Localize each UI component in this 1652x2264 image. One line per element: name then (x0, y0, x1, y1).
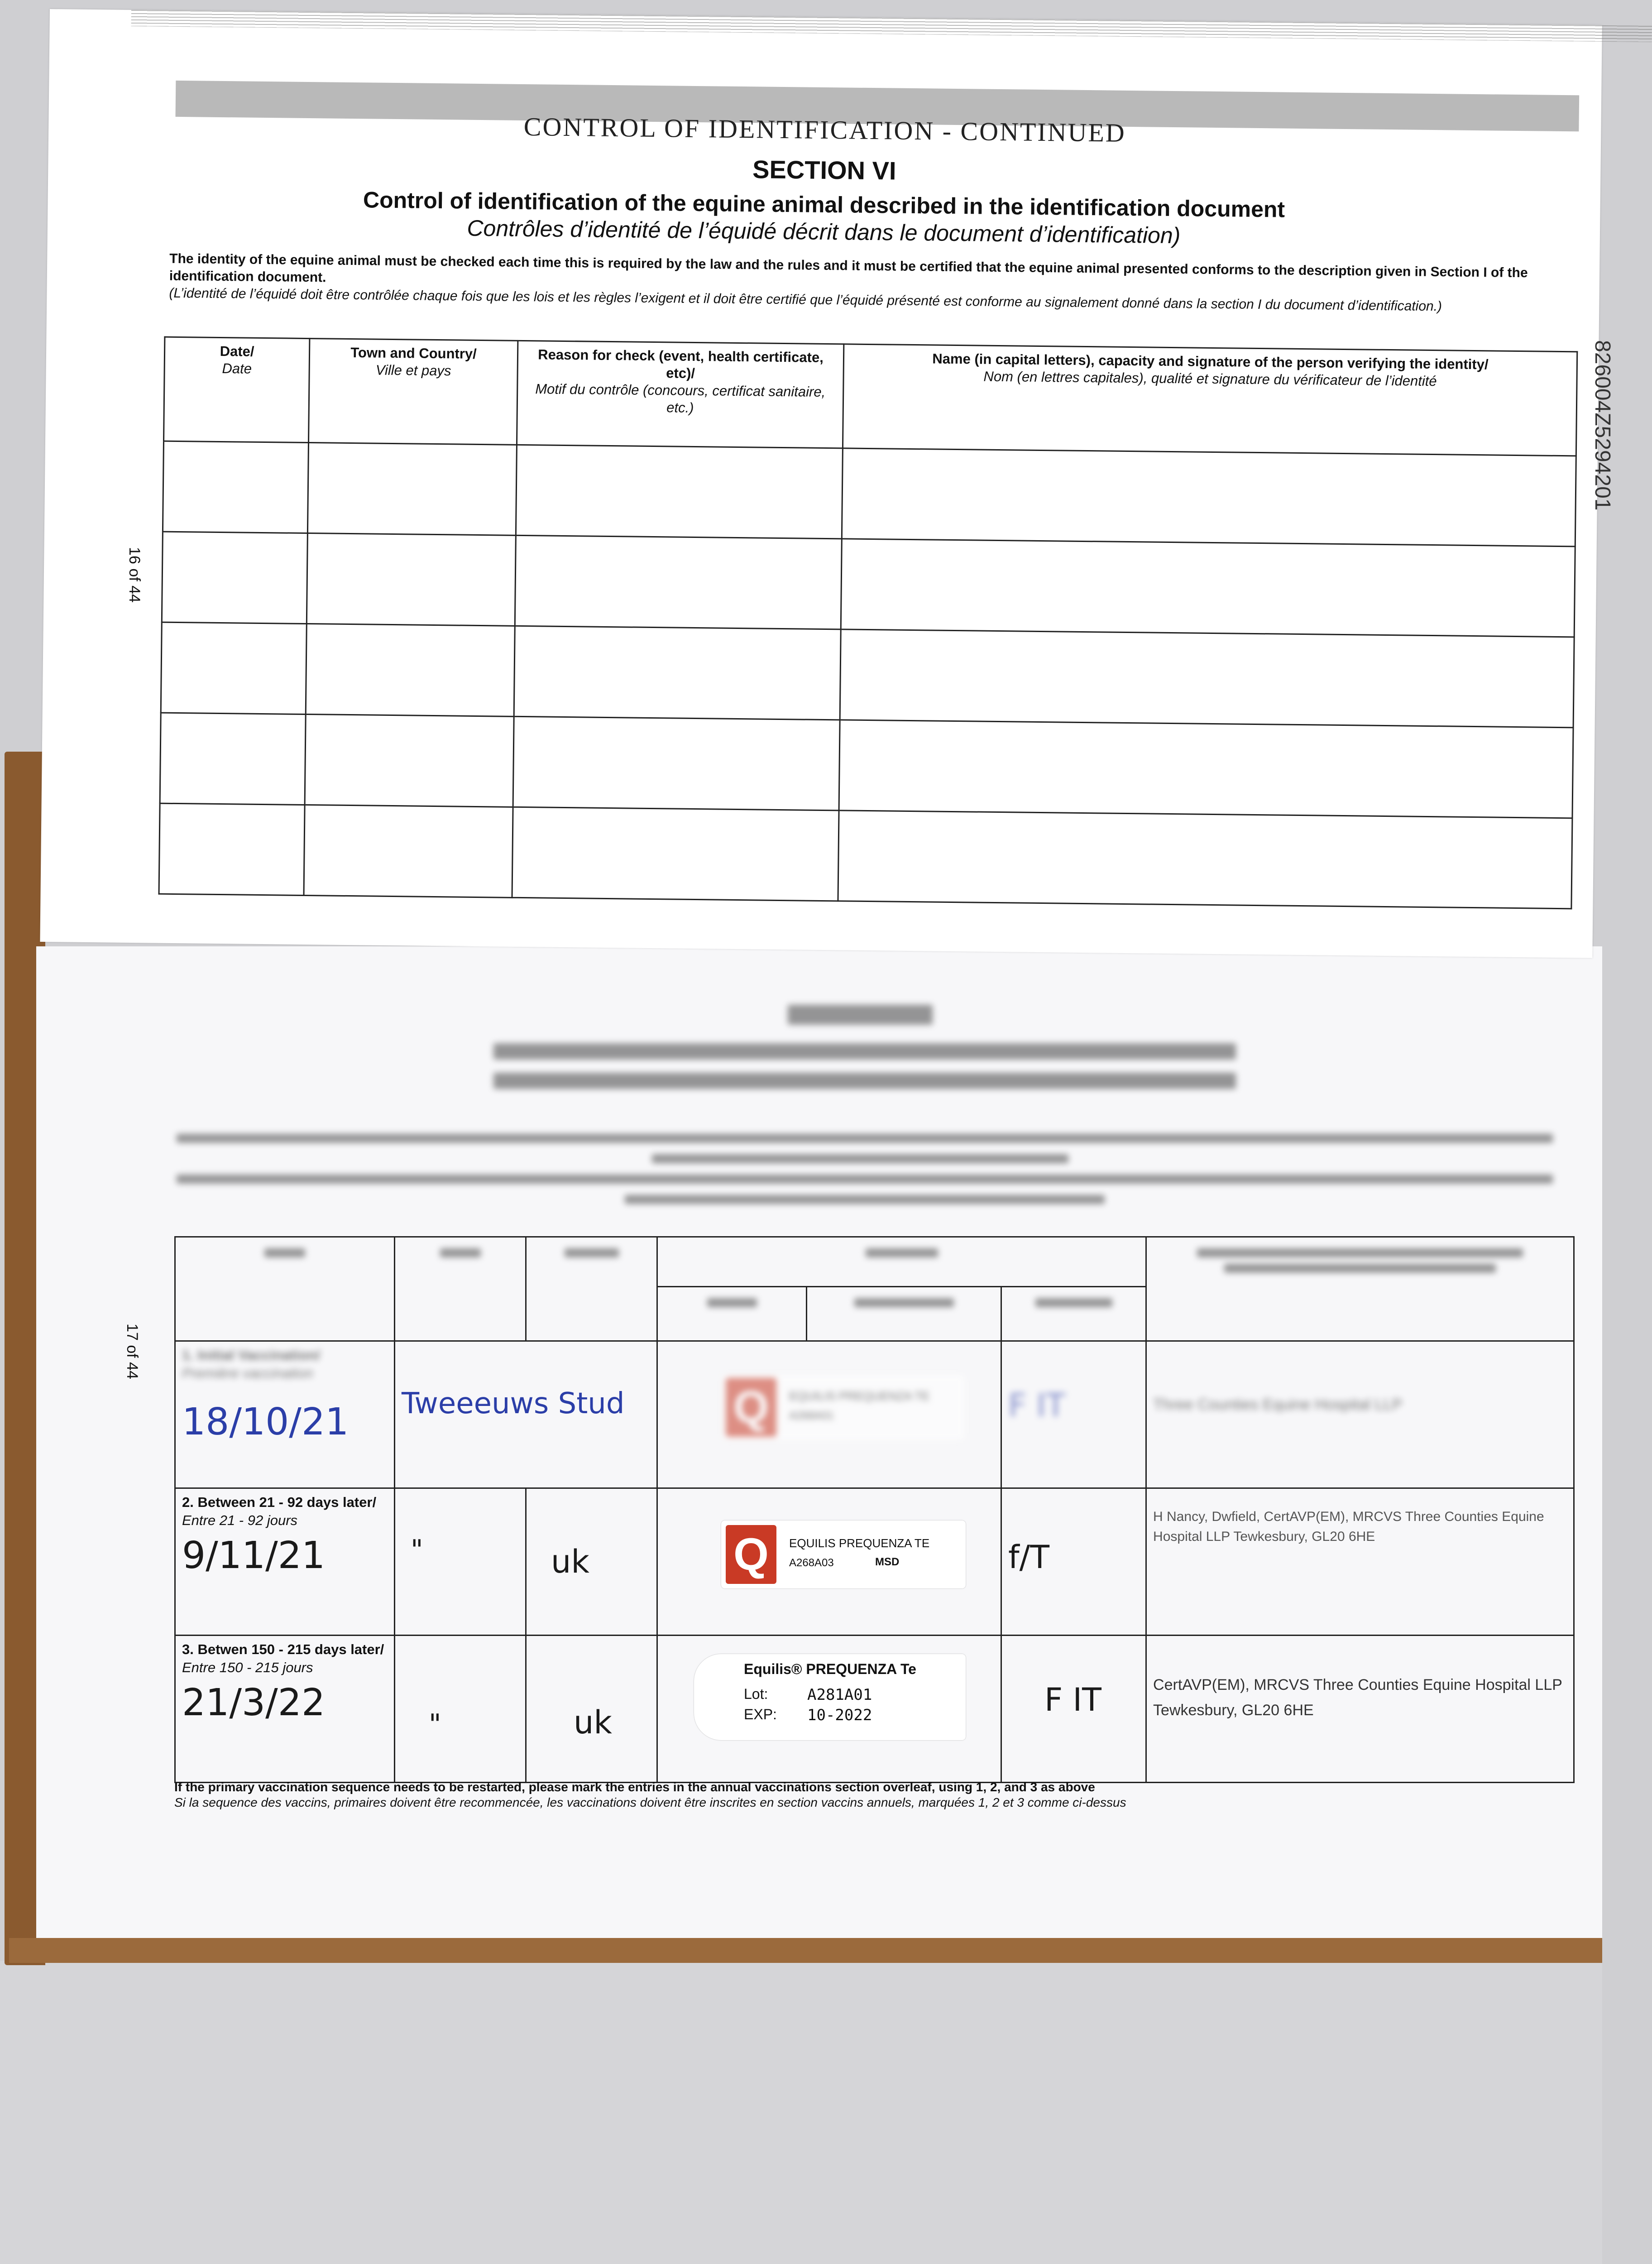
col-vaccine-header-blurred (657, 1237, 1146, 1287)
row3-country: uk (574, 1704, 612, 1741)
table-row (163, 441, 1576, 547)
row2-label: 2. Between 21 - 92 days later/ Entre 21 - 92 jours (182, 1494, 377, 1528)
col-vet-header-blurred (1146, 1237, 1574, 1341)
col-name-header: Name (in capital letters), capacity and signature of the person verifying the identity/ Nom (en lettres capitales), qualité et signature du vérificateur de l’identité (843, 344, 1577, 456)
q-logo-icon: Q (726, 1525, 776, 1584)
row3-vet-cell (1146, 1636, 1574, 1783)
page-stack-edges (131, 10, 1652, 42)
row3-sticker-cell (657, 1636, 1001, 1783)
row2-place-cell (395, 1488, 526, 1636)
row3-vet-stamp: CertAVP(EM), MRCVS Three Counties Equine Hospital LLP Tewkesbury, GL20 6HE (1153, 1676, 1562, 1719)
table-row (161, 622, 1574, 728)
row1-place-cell (395, 1341, 657, 1488)
q-logo-icon: Q (726, 1378, 776, 1437)
main-title-french: Contrôles d’identité de l’équidé décrit dans le document d’identification) (467, 215, 1181, 249)
row2-vet-cell (1146, 1488, 1574, 1636)
book-cover-bottom (9, 1938, 1602, 1963)
band-title: CONTROL OF IDENTIFICATION - CONTINUED (523, 111, 1126, 148)
col-date-header-blurred (175, 1237, 395, 1341)
row3-place-cell (395, 1636, 526, 1783)
col-date-header: Date/ Date (164, 337, 310, 442)
intro-french: (L’identité de l’équidé doit être contrôlée chaque fois que les lois et les règles l’exigent et il doit être certifié que l’équidé présenté est conforme au signalement donné dans la section I du document d’identification.) (169, 285, 1442, 314)
row2-vet-stamp: H Nancy, Dwfield, CertAVP(EM), MRCVS Three Counties Equine Hospital LLP Tewkesbury, GL20 6HE (1153, 1509, 1544, 1544)
row1-date: 18/10/21 (182, 1401, 349, 1444)
row1-frequency-cell (1001, 1341, 1146, 1488)
row1-label: 1. Initial Vaccination/ Première vaccination (182, 1347, 320, 1381)
row3-lot-label: Lot: (744, 1686, 768, 1702)
row2-vaccine-sticker (721, 1521, 966, 1588)
row1-frequency: F IT (1008, 1387, 1065, 1424)
row2-vaccine-name: EQUILIS PREQUENZA TE (789, 1536, 930, 1550)
identity-check-table (158, 336, 1578, 910)
page-number-lower: 17 of 44 (123, 1324, 141, 1379)
table-row (159, 803, 1572, 909)
footnote-english: If the primary vaccination sequence needs to be restarted, please mark the entries in the annual vaccinations section overleaf, using 1, 2, and 3 as above (174, 1780, 1095, 1794)
vacc-header-row (175, 1237, 1574, 1287)
row3-exp-label: EXP: (744, 1706, 777, 1722)
footnote-french: Si la sequence des vaccins, primaires doivent être recommencée, les vaccinations doivent être inscrites en section vaccins annuels, marquées 1, 2 et 3 comme ci-dessus (174, 1795, 1126, 1809)
row3-label: 3. Betwen 150 - 215 days later/ Entre 150 - 215 jours (182, 1641, 384, 1675)
row1-vet-cell (1146, 1341, 1574, 1488)
table-row (162, 532, 1575, 637)
row1-vet-stamp: Three Counties Equine Hospital LLP (1153, 1396, 1403, 1413)
row2-country: uk (551, 1543, 589, 1580)
row3-country-cell (526, 1636, 657, 1783)
vaccination-row-3 (175, 1636, 1574, 1783)
col-reason-header: Reason for check (event, health certificate, etc)/ Motif du contrôle (concours, certificat sanitaire, etc.) (517, 341, 843, 448)
vaccination-row-1 (175, 1341, 1574, 1488)
msd-logo: MSD (875, 1556, 900, 1568)
col-country-header-blurred (526, 1237, 657, 1341)
row2-date-cell (175, 1488, 395, 1636)
row1-sticker-cell (657, 1341, 1001, 1488)
footnote (174, 1780, 1126, 1810)
main-title: Control of identification of the equine animal described in the identification document (363, 187, 1285, 222)
row2-place: " (411, 1534, 423, 1566)
row2-sticker-cell (657, 1488, 1001, 1636)
row2-date: 9/11/21 (182, 1534, 326, 1577)
table-row (160, 713, 1573, 818)
row2-country-cell (526, 1488, 657, 1636)
page-number-upper: 16 of 44 (125, 547, 143, 603)
vaccination-row-2 (175, 1488, 1574, 1636)
row3-frequency: F IT (1044, 1681, 1101, 1718)
col-place-header-blurred (395, 1237, 526, 1341)
row3-lot: A281A01 (807, 1686, 872, 1704)
document-edge-id: 826004Z5294201 (1590, 340, 1614, 511)
row2-batch: A268A03 (789, 1557, 834, 1569)
row3-date-cell (175, 1636, 395, 1783)
row1-place: Tweeeuws Stud (402, 1387, 625, 1420)
row3-place: " (429, 1708, 441, 1740)
row2-frequency-cell (1001, 1488, 1146, 1636)
row3-exp: 10-2022 (807, 1706, 872, 1724)
upper-page (40, 9, 1602, 958)
row1-vaccine-sticker: Q EQUILIS PREQUENZA TE A268A01 (721, 1373, 966, 1441)
vaccination-table (174, 1236, 1575, 1783)
row3-date: 21/3/22 (182, 1681, 326, 1724)
row2-frequency: f/T (1008, 1539, 1049, 1576)
section-title: SECTION VI (752, 155, 896, 185)
col-town-header: Town and Country/ Ville et pays (309, 339, 518, 445)
intro-text (169, 250, 1582, 317)
row3-frequency-cell (1001, 1636, 1146, 1783)
table-header-row (164, 337, 1577, 456)
row3-vaccine-name: Equilis® PREQUENZA Te (744, 1661, 916, 1677)
scan-background (0, 1961, 1602, 2264)
intro-english: The identity of the equine animal must be checked each time this is required by the law and the rules and it must be certified that the equine animal presented conforms to the description given in Section I of the identification document. (169, 251, 1528, 285)
row3-vaccine-label (694, 1654, 966, 1740)
row1-date-cell (175, 1341, 395, 1488)
